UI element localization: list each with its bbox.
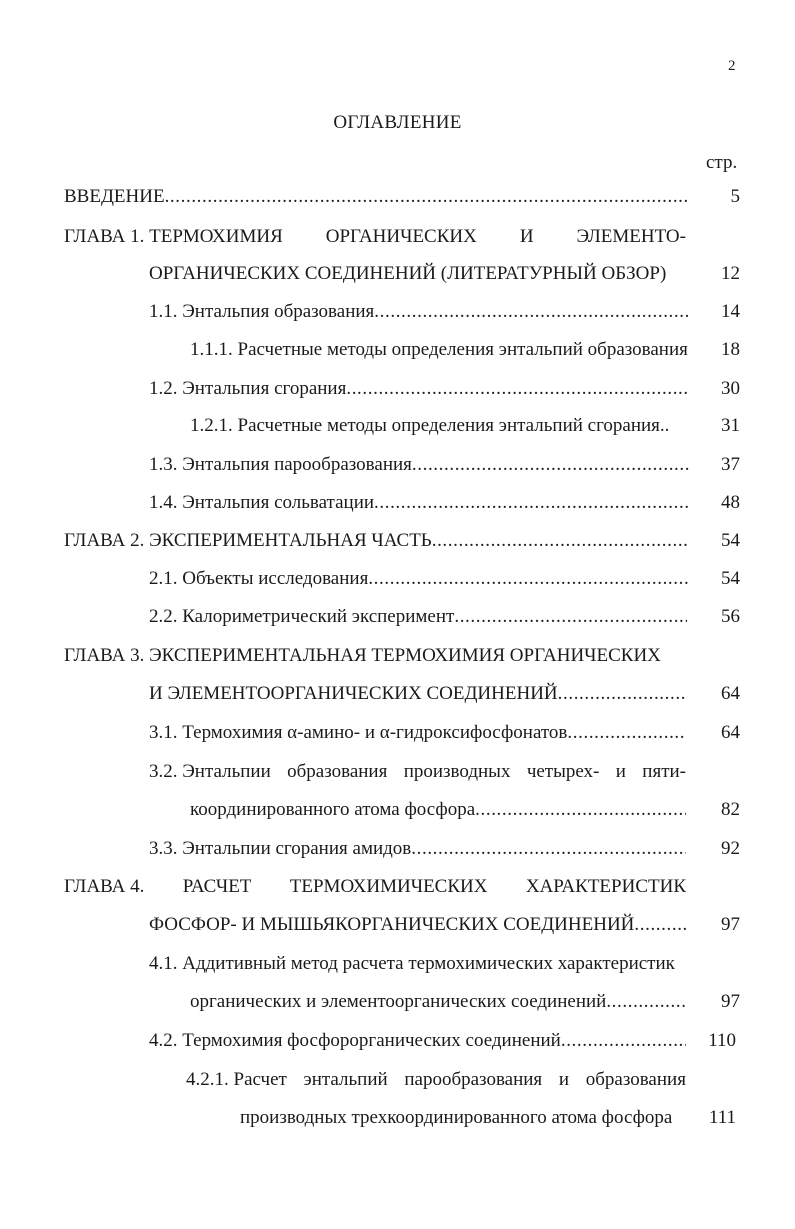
toc-entry-text-justified xyxy=(64,874,686,900)
toc-entry-text: производных трехкоординированного атома фосфора xyxy=(240,1107,673,1128)
toc-page-number: 30 xyxy=(721,378,740,399)
toc-word: образования xyxy=(585,1069,686,1090)
toc-page-number: 64 xyxy=(721,722,740,743)
toc-word: образования xyxy=(287,761,388,782)
toc-word: ТЕРМОХИМИЧЕСКИХ xyxy=(289,876,488,897)
toc-entry-1-1 xyxy=(0,299,740,325)
toc-word: энтальпий xyxy=(303,1069,388,1090)
toc-page-number: 54 xyxy=(721,530,740,551)
toc-word: РАСЧЕТ xyxy=(182,876,252,897)
toc-entry-text: ОРГАНИЧЕСКИХ СОЕДИНЕНИЙ (ЛИТЕРАТУРНЫЙ ОБЗОР) xyxy=(149,263,667,284)
toc-page-number: 56 xyxy=(721,606,740,627)
toc-page-number: 48 xyxy=(721,492,740,513)
toc-entry-4-1 xyxy=(0,951,740,977)
toc-entry-chapter-3-cont xyxy=(0,681,740,707)
toc-entry-1-1-1 xyxy=(0,337,740,363)
page-column-label: стр. xyxy=(706,152,738,173)
toc-page-number: 97 xyxy=(721,914,740,935)
toc-word: ГЛАВА 4. xyxy=(64,876,145,897)
toc-page-number: 111 xyxy=(708,1107,736,1128)
toc-page-number: 37 xyxy=(721,454,740,475)
toc-entry-chapter-2 xyxy=(0,528,740,554)
toc-entry-2-2 xyxy=(0,604,740,630)
toc-entry-1-4 xyxy=(0,490,740,516)
toc-entry-3-1 xyxy=(0,720,740,746)
toc-entry-text: координированного атома фосфора ..... xyxy=(190,797,686,823)
toc-word: четырех- xyxy=(526,761,600,782)
toc-entry-text: 1.2.1. Расчетные методы определения энтальпий сгорания.. xyxy=(190,415,670,436)
toc-entry-3-2 xyxy=(0,759,740,785)
toc-entry-text: 2.1. Объекты исследования ..... xyxy=(149,566,689,592)
toc-word: ГЛАВА 1. ТЕРМОХИМИЯ xyxy=(64,226,283,247)
toc-entry-text: 4.2. Термохимия фосфорорганических соединений ..... xyxy=(149,1028,686,1054)
toc-entry-text: 3.3. Энтальпии сгорания амидов ..... xyxy=(149,836,686,862)
toc-word: пяти- xyxy=(642,761,686,782)
toc-page-number: 14 xyxy=(721,301,740,322)
toc-entry-2-1 xyxy=(0,566,740,592)
toc-entry-text: ФОСФОР- И МЫШЬЯКОРГАНИЧЕСКИХ СОЕДИНЕНИЙ ..... xyxy=(149,912,686,938)
toc-entry-1-2 xyxy=(0,376,740,402)
toc-entry-1-3 xyxy=(0,452,740,478)
toc-entry-text-justified xyxy=(64,224,686,250)
toc-entry-chapter-4 xyxy=(0,874,740,900)
toc-entry-text: 1.4. Энтальпия сольватации ..... xyxy=(149,490,689,516)
toc-entry-4-2 xyxy=(0,1028,736,1054)
toc-word: 3.2. Энтальпии xyxy=(149,761,271,782)
toc-word: производных xyxy=(403,761,511,782)
toc-page-number: 12 xyxy=(721,263,740,284)
toc-entry-chapter-4-cont xyxy=(0,912,740,938)
toc-page-number: 54 xyxy=(721,568,740,589)
toc-entry-4-2-1 xyxy=(0,1067,740,1093)
toc-entry-chapter-1 xyxy=(0,224,740,250)
page-title: ОГЛАВЛЕНИЕ xyxy=(333,112,462,133)
toc-entry-1-2-1 xyxy=(0,413,740,439)
toc-entry-text: И ЭЛЕМЕНТООРГАНИЧЕСКИХ СОЕДИНЕНИЙ ..... xyxy=(149,681,686,707)
toc-entry-text-justified xyxy=(186,1067,686,1093)
toc-entry-intro xyxy=(0,184,740,210)
toc-entry-chapter-3 xyxy=(0,643,740,669)
toc-entry-text: 1.3. Энтальпия парообразования ..... xyxy=(149,452,689,478)
page-number: 2 xyxy=(728,58,736,74)
toc-page-number: 31 xyxy=(721,415,740,436)
toc-word: и xyxy=(615,761,626,782)
toc-word: парообразования xyxy=(404,1069,543,1090)
toc-word: И xyxy=(519,226,534,247)
toc-page-number: 64 xyxy=(721,683,740,704)
toc-entry-chapter-1-cont xyxy=(0,261,740,287)
toc-page-number: 92 xyxy=(721,838,740,859)
toc-word: ХАРАКТЕРИСТИК xyxy=(525,876,686,897)
toc-entry-text: 3.1. Термохимия α-амино- и α-гидроксифосфонатов ..... xyxy=(149,720,686,746)
toc-page-number: 110 xyxy=(708,1030,736,1051)
toc-entry-text: 1.1. Энтальпия образования ..... xyxy=(149,299,689,325)
toc-page-number: 82 xyxy=(721,799,740,820)
toc-entry-text: 1.2. Энтальпия сгорания ..... xyxy=(149,376,687,402)
toc-entry-text: 2.2. Калориметрический эксперимент ..... xyxy=(149,604,687,630)
toc-word: и xyxy=(558,1069,570,1090)
toc-entry-text: ВВЕДЕНИЕ ..... xyxy=(64,184,690,210)
toc-entry-text: ГЛАВА 3. ЭКСПЕРИМЕНТАЛЬНАЯ ТЕРМОХИМИЯ ОРГАНИЧЕСКИХ xyxy=(64,645,661,666)
toc-entry-4-2-1-cont xyxy=(0,1105,736,1131)
toc-word: ОРГАНИЧЕСКИХ xyxy=(325,226,477,247)
toc-entry-3-3 xyxy=(0,836,740,862)
toc-word: 4.2.1. Расчет xyxy=(186,1069,287,1090)
toc-page-number: 97 xyxy=(721,991,740,1012)
toc-entry-text: ГЛАВА 2. ЭКСПЕРИМЕНТАЛЬНАЯ ЧАСТЬ ..... xyxy=(64,528,687,554)
toc-entry-3-2-cont xyxy=(0,797,740,823)
toc-entry-text: 1.1.1. Расчетные методы определения энтальпий образования xyxy=(190,339,688,360)
toc-entry-text: 4.1. Аддитивный метод расчета термохимических характеристик xyxy=(149,953,675,974)
toc-page-number: 5 xyxy=(730,186,740,207)
toc-entry-4-1-cont xyxy=(0,989,740,1015)
toc-word: ЭЛЕМЕНТО- xyxy=(576,226,686,247)
toc-entry-text: органических и элементоорганических соединений ..... xyxy=(190,989,686,1015)
toc-page-number: 18 xyxy=(721,339,740,360)
toc-entry-text-justified xyxy=(149,759,686,785)
